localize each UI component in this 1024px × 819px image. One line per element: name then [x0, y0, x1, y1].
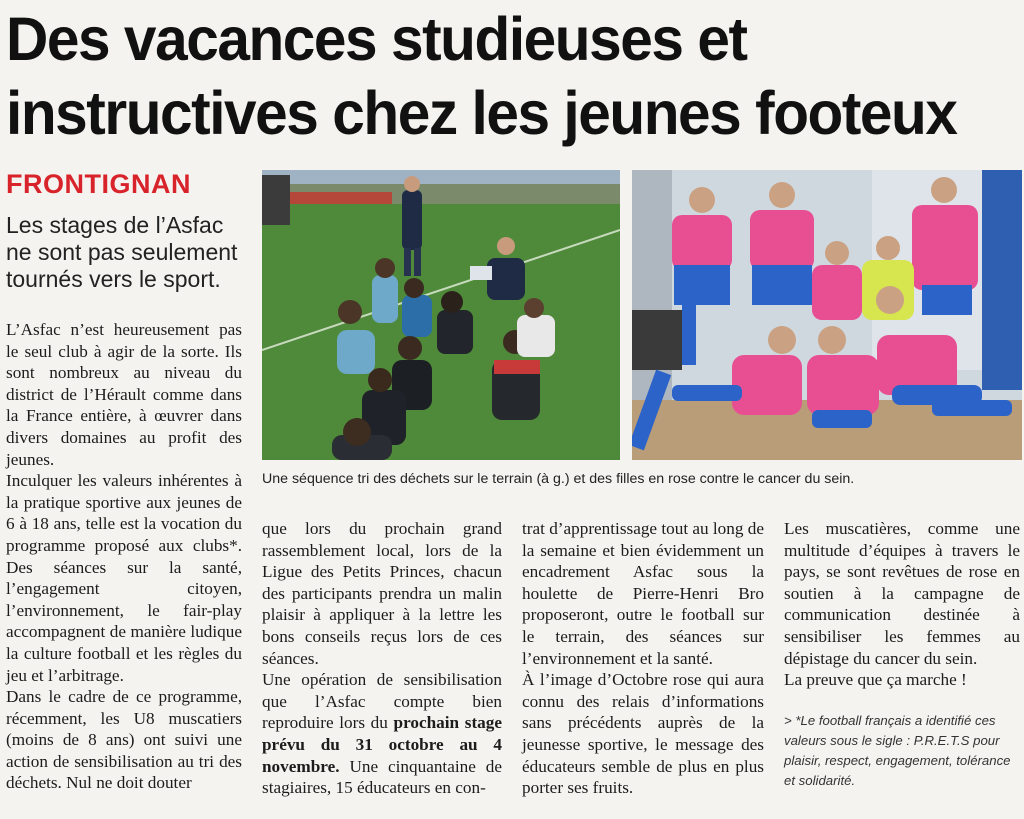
footnote: > *Le football français a identifié ces valeurs sous le sigle : P.R.E.T.S pour plaisir, respect, engagement, tolérance et solidarité.	[784, 712, 1011, 788]
paragraph: L’Asfac n’est heureusement pas le seul club à agir de la sorte. Ils sont nombreux au niveau du district de l’Hérault comme dans la France entière, à œuvrer dans divers domaines au profit des jeunes.	[6, 320, 242, 469]
highlight-stage-dates: prochain stage prévu du 31 octobre au 4 novembre.	[262, 713, 502, 776]
text-run: Une opération de sensibilisation que l’Asfac compte bien reproduire lors du	[262, 670, 502, 733]
paragraph: que lors du prochain grand rassemblement local, lors de la Ligue des Petits Princes, chacun des participants prendra un malin plaisir à appliquer à la lettre les bons conseils reçus lors de ces séances.	[262, 519, 502, 668]
headline	[6, 2, 980, 150]
column-2	[262, 518, 502, 799]
photo-girls-pink-image	[632, 170, 1022, 460]
text-run: Une cinquantaine de stagiaires, 15 éducateurs en con-	[262, 756, 502, 798]
photo-girls-pink	[632, 170, 1022, 460]
paragraph: Dans le cadre de ce programme, récemment, les U8 muscatiers (moins de 8 ans) ont suivi une action de sensibilisation au tri des déchets. Nul ne doit douter	[6, 687, 242, 793]
column-1	[6, 319, 242, 794]
paragraph	[262, 669, 502, 799]
headline-line-2: instructives chez les jeunes footeux	[6, 79, 957, 147]
paragraph: Les muscatières, comme une multitude d’équipes à travers le pays, se sont revêtues de rose en soutien à la campagne de communication destinée à sensibiliser les femmes au dépistage du cancer du sein.	[784, 519, 1020, 668]
column-3	[522, 518, 764, 799]
paragraph: La preuve que ça marche !	[784, 670, 967, 690]
photo-kids-pitch	[262, 170, 620, 460]
photo-kids-pitch-image	[262, 170, 620, 460]
column-4	[784, 518, 1020, 791]
kicker-location: FRONTIGNAN	[6, 169, 191, 199]
paragraph: À l’image d’Octobre rose qui aura connu des relais d’informations sans précédents auprès de la jeunesse sportive, le message des éducateurs semble de plus en plus porter ses fruits.	[522, 670, 764, 798]
paragraph: Inculquer les valeurs inhérentes à la pratique sportive aux jeunes de 6 à 18 ans, telle est la vocation du programme proposé aux clubs*. Des séances sur la santé, l’engagement citoyen, l’environnement, le fair-play accompagnent de manière ludique la culture football et les règles du jeu et l’arbitrage.	[6, 471, 242, 685]
paragraph: trat d’apprentissage tout au long de la semaine et bien évidemment un encadrement Asfac sous la houlette de Pierre-Henri Bro proposeront, outre le football sur le terrain, des séances sur l’environnement et la santé.	[522, 519, 764, 668]
headline-line-1: Des vacances studieuses et	[6, 5, 747, 73]
chapo: Les stages de l’Asfac ne sont pas seulement tournés vers le sport.	[6, 212, 238, 292]
photo-caption: Une séquence tri des déchets sur le terrain (à g.) et des filles en rose contre le cancer du sein.	[262, 471, 855, 487]
